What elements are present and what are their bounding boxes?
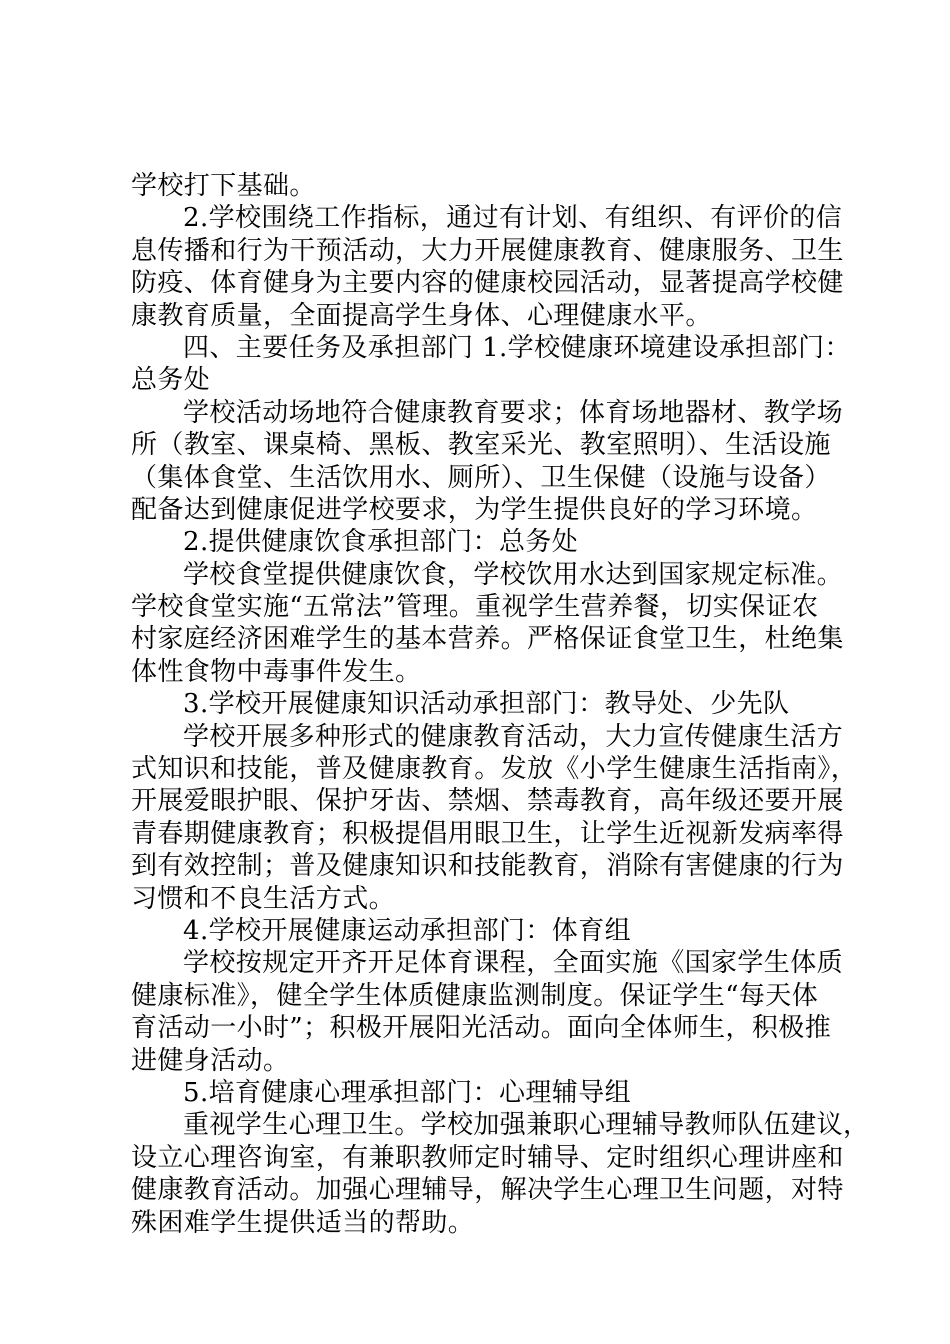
- text-line: 习惯和不良生活方式。: [131, 883, 396, 914]
- document-body: [131, 170, 870, 1239]
- text-line: 2.学校围绕工作指标，通过有计划、有组织、有评价的信: [183, 203, 843, 234]
- subsection-heading: 2.提供健康饮食承担部门：总务处: [183, 527, 579, 558]
- text-line: （集体食堂、生活饮用水、厕所）、卫生保健（设施与设备）: [131, 462, 831, 493]
- text-line: 学校活动场地符合健康教育要求；体育场地器材、教学场: [183, 397, 844, 428]
- subsection-heading: 4.学校开展健康运动承担部门：体育组: [183, 915, 632, 946]
- text-line: 村家庭经济困难学生的基本营养。严格保证食堂卫生，杜绝集: [131, 624, 844, 655]
- text-line: 进健身活动。: [131, 1045, 290, 1076]
- text-line: 到有效控制；普及健康知识和技能教育，消除有害健康的行为: [131, 851, 844, 882]
- text-line: 所（教室、课桌椅、黑板、教室采光、教室照明）、生活设施: [131, 430, 831, 461]
- text-line: 开展爱眼护眼、保护牙齿、禁烟、禁毒教育，高年级还要开展: [131, 786, 844, 817]
- text-line: 学校食堂提供健康饮食，学校饮用水达到国家规定标准。: [183, 559, 844, 590]
- text-line: 育活动一小时”；积极开展阳光活动。面向全体师生，积极推: [131, 1013, 832, 1044]
- subsection-heading: 5.培育健康心理承担部门：心理辅导组: [183, 1077, 632, 1108]
- text-line: 健康教育活动。加强心理辅导，解决学生心理卫生问题，对特: [131, 1175, 844, 1206]
- text-line: 青春期健康教育；积极提倡用眼卫生，让学生近视新发病率得: [131, 818, 844, 849]
- text-line: 学校食堂实施“五常法”管理。重视学生营养餐，切实保证农: [131, 592, 819, 623]
- text-line: 设立心理咨询室，有兼职教师定时辅导、定时组织心理讲座和: [131, 1142, 844, 1173]
- text-line: 康教育质量，全面提高学生身体、心理健康水平。: [131, 300, 712, 331]
- text-line: 学校打下基础。: [131, 171, 316, 201]
- text-line: 学校按规定开齐开足体育课程，全面实施《国家学生体质: [183, 948, 844, 979]
- text-line: 息传播和行为干预活动，大力开展健康教育、健康服务、卫生: [131, 235, 844, 266]
- text-line: 重视学生心理卫生。学校加强兼职心理辅导教师队伍建议，: [183, 1110, 870, 1141]
- text-line: 式知识和技能，普及健康教育。发放《小学生健康生活指南》，: [131, 754, 858, 785]
- text-line: 健康标准》，健全学生体质健康监测制度。保证学生“每天体: [131, 980, 819, 1011]
- text-line: 学校开展多种形式的健康教育活动，大力宣传健康生活方: [183, 721, 844, 752]
- text-line: 总务处: [131, 365, 211, 396]
- text-line: 配备达到健康促进学校要求，为学生提供良好的学习环境。: [131, 494, 818, 525]
- section-heading: 四、主要任务及承担部门 1.学校健康环境建设承担部门：: [183, 332, 851, 363]
- subsection-heading: 3.学校开展健康知识活动承担部门：教导处、少先队: [183, 689, 790, 720]
- text-line: 体性食物中毒事件发生。: [131, 656, 422, 687]
- text-line: 防疫、体育健身为主要内容的健康校园活动，显著提高学校健: [131, 268, 844, 299]
- text-line: 殊困难学生提供适当的帮助。: [131, 1207, 475, 1238]
